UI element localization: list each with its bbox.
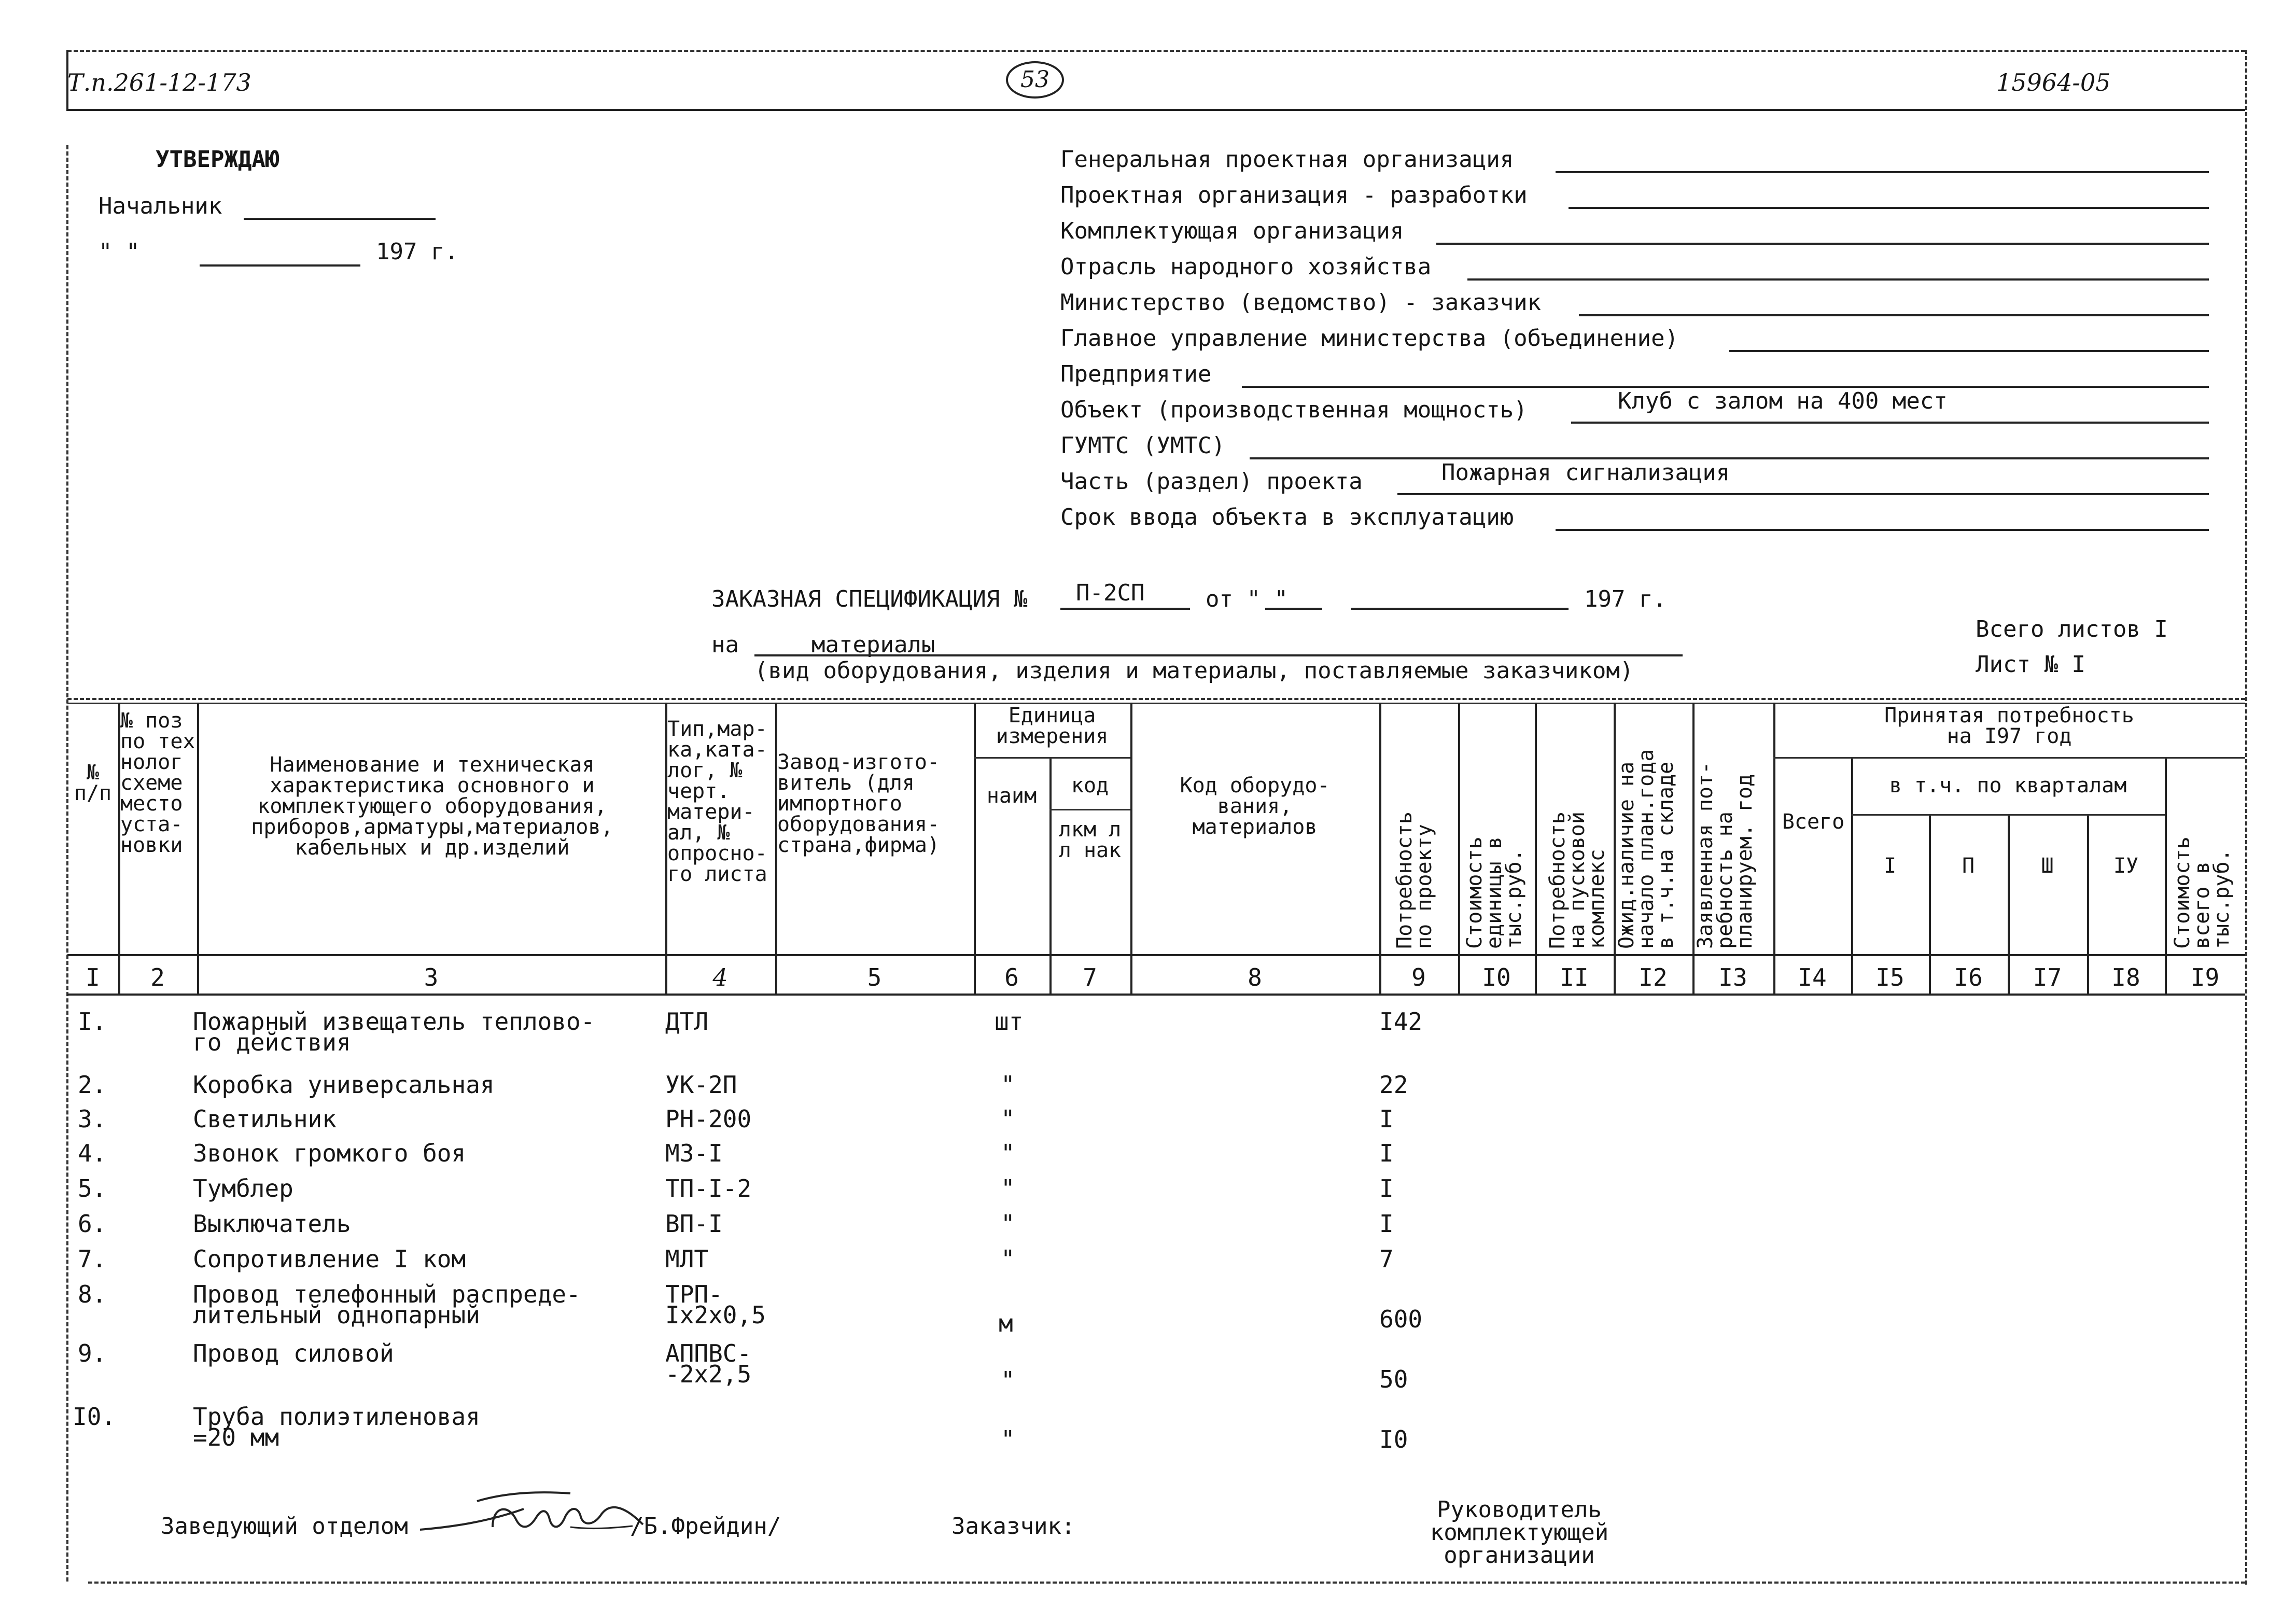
- column-number: 5: [867, 963, 882, 991]
- org-field-label: Главное управление министерства (объединение): [1060, 325, 1679, 352]
- org-field-label: Часть (раздел) проекта: [1060, 468, 1363, 495]
- archive-number: 15964-05: [1996, 68, 2111, 96]
- item-type: ВП-I: [665, 1210, 723, 1238]
- customer-label: Заказчик:: [951, 1513, 1075, 1540]
- org-field-label: Генеральная проектная организация: [1060, 146, 1514, 173]
- column-number: I5: [1875, 963, 1905, 991]
- column-number: I0: [1482, 963, 1511, 991]
- spec-year: 197 г.: [1584, 586, 1667, 612]
- signature-icon: [415, 1480, 653, 1543]
- item-unit: ": [1001, 1245, 1015, 1273]
- item-type: АППВС- -2х2,5: [665, 1339, 752, 1388]
- header-name: Наименование и техническая характеристика основного и комплектующего оборудования, приборов,арматуры,материалов, кабельных и др.изделий: [251, 753, 613, 860]
- item-unit: ": [1001, 1366, 1015, 1394]
- item-quantity: I0: [1379, 1425, 1408, 1453]
- org-field-label: Объект (производственная мощность): [1060, 397, 1528, 423]
- item-name: Тумблер: [193, 1174, 293, 1202]
- header-manufacturer: Завод-изгото- витель (для импортного оборудования- страна,фирма): [777, 750, 940, 857]
- approval-date-quotes: " ": [99, 239, 140, 265]
- item-unit: ": [1001, 1425, 1015, 1453]
- column-number: 4: [712, 963, 728, 991]
- header-q3: Ш: [2041, 854, 2054, 878]
- approval-position: Начальник: [99, 193, 222, 219]
- header-position: № поз по тех нолог схеме место уста- новки: [120, 709, 195, 857]
- header-unit-name: наим: [986, 784, 1037, 808]
- org-field-value-object: Клуб с залом на 400 мест: [1618, 388, 1948, 414]
- row-number: 4.: [78, 1139, 107, 1167]
- spec-on-caption: (вид оборудования, изделия и материалы, поставляемые заказчиком): [754, 657, 1634, 684]
- item-type: РН-200: [665, 1105, 752, 1133]
- item-type: ТП-I-2: [665, 1174, 752, 1202]
- item-name: Коробка универсальная: [193, 1071, 495, 1099]
- header-expected-stock: Ожид.наличие на начало план.года в т.ч.на складе: [1615, 749, 1678, 949]
- spec-on-label: на: [711, 632, 739, 658]
- item-unit: ": [1001, 1174, 1015, 1202]
- header-q1: I: [1883, 854, 1897, 878]
- row-number: 2.: [78, 1071, 107, 1099]
- column-number: 2: [150, 963, 165, 991]
- org-field-value-section: Пожарная сигнализация: [1441, 459, 1730, 486]
- column-number: I6: [1954, 963, 1983, 991]
- sheet-number: Лист № I: [1976, 651, 2085, 678]
- row-number: 5.: [78, 1174, 107, 1202]
- item-unit: м: [999, 1309, 1013, 1337]
- item-unit: шт: [995, 1008, 1024, 1036]
- item-quantity: I: [1379, 1139, 1394, 1167]
- item-name: Провод силовой: [193, 1339, 394, 1367]
- header-q2: П: [1962, 854, 1975, 878]
- column-number: 7: [1083, 963, 1097, 991]
- item-unit: ": [1001, 1071, 1015, 1099]
- column-number: I3: [1718, 963, 1747, 991]
- row-number: 9.: [78, 1339, 107, 1367]
- column-number: 9: [1411, 963, 1426, 991]
- item-quantity: 22: [1379, 1071, 1408, 1099]
- item-type: УК-2П: [665, 1071, 737, 1099]
- item-quantity: I: [1379, 1174, 1394, 1202]
- row-number: 6.: [78, 1210, 107, 1238]
- item-type: ДТЛ: [665, 1008, 709, 1036]
- item-quantity: 600: [1379, 1305, 1423, 1333]
- org-field-label: Комплектующая организация: [1060, 218, 1404, 244]
- org-field-label: Срок ввода объекта в эксплуатацию: [1060, 504, 1514, 530]
- item-unit: ": [1001, 1139, 1015, 1167]
- item-type: МЛТ: [665, 1245, 709, 1273]
- column-number: I4: [1798, 963, 1827, 991]
- column-number: I: [86, 963, 100, 991]
- item-type: ТРП- Iх2х0,5: [665, 1280, 766, 1329]
- header-unit-code: код: [1071, 774, 1109, 797]
- header-row-number: № п/п: [74, 761, 112, 805]
- item-type: МЗ-I: [665, 1139, 723, 1167]
- approval-title: УТВЕРЖДАЮ: [156, 146, 279, 173]
- item-quantity: I42: [1379, 1008, 1423, 1036]
- header-launch-need: Потребность на пусковой комплекс: [1546, 812, 1609, 949]
- item-quantity: 7: [1379, 1245, 1394, 1273]
- org-field-label: Проектная организация - разработки: [1060, 182, 1528, 208]
- item-name: Выключатель: [193, 1210, 351, 1238]
- row-number: I0.: [73, 1403, 116, 1431]
- row-number: 7.: [78, 1245, 107, 1273]
- page-number: 53: [1020, 66, 1049, 93]
- item-quantity: I: [1379, 1105, 1394, 1133]
- column-number: I2: [1639, 963, 1668, 991]
- org-field-label: Отрасль народного хозяйства: [1060, 254, 1432, 280]
- row-number: I.: [78, 1008, 107, 1036]
- head-of-department-label: Заведующий отделом: [161, 1513, 408, 1540]
- row-number: 8.: [78, 1280, 107, 1308]
- column-number: 8: [1248, 963, 1262, 991]
- item-quantity: I: [1379, 1210, 1394, 1238]
- header-quarters: в т.ч. по кварталам: [1889, 774, 2127, 797]
- spec-number: П-2СП: [1076, 580, 1145, 606]
- header-total-cost: Стоимость всего в тыс.руб.: [2171, 836, 2234, 949]
- column-number: 3: [424, 963, 439, 991]
- item-name: Светильник: [193, 1105, 337, 1133]
- column-number: 6: [1004, 963, 1019, 991]
- item-name: Сопротивление I ком: [193, 1245, 466, 1273]
- org-field-label: Предприятие: [1060, 361, 1212, 387]
- header-project-need: Потребность по проекту: [1393, 812, 1436, 949]
- header-accepted-group: Принятая потребность на I97 год: [1884, 704, 2134, 748]
- spec-title: ЗАКАЗНАЯ СПЕЦИФИКАЦИЯ №: [711, 586, 1028, 612]
- total-sheets: Всего листов I: [1976, 616, 2168, 642]
- header-equipment-code: Код оборудо- вания, материалов: [1180, 774, 1330, 839]
- item-unit: ": [1001, 1210, 1015, 1238]
- item-name: Труба полиэтиленовая =20 мм: [193, 1403, 480, 1451]
- head-of-department-name: /Б.Фрейдин/: [630, 1513, 781, 1540]
- header-unit-group: Единица измерения: [996, 704, 1109, 748]
- item-name: Провод телефонный распреде- лительный однопарный: [193, 1280, 581, 1329]
- supplier-head-label: Руководитель комплектующей организации: [1430, 1496, 1609, 1569]
- column-number: I9: [2190, 963, 2220, 991]
- header-unit-code-sub: лкм л л нак: [1058, 818, 1122, 862]
- org-field-label: Министерство (ведомство) - заказчик: [1060, 289, 1542, 316]
- document-reference: Т.п.261-12-173: [67, 68, 251, 96]
- header-unit-cost: Стоимость единицы в тыс.руб.: [1463, 836, 1526, 949]
- item-unit: ": [1001, 1105, 1015, 1133]
- item-name: Пожарный извещатель теплово- го действия: [193, 1008, 595, 1056]
- header-total: Всего: [1782, 810, 1845, 834]
- org-field-label: ГУМТС (УМТС): [1060, 432, 1225, 459]
- item-quantity: 50: [1379, 1365, 1408, 1393]
- item-name: Звонок громкого боя: [193, 1139, 466, 1167]
- column-number: I8: [2111, 963, 2140, 991]
- spec-date-from: от " ": [1206, 586, 1288, 612]
- column-number: II: [1560, 963, 1589, 991]
- row-number: 3.: [78, 1105, 107, 1133]
- column-number: I7: [2033, 963, 2062, 991]
- approval-year: 197 г.: [376, 239, 458, 265]
- header-q4: IУ: [2113, 854, 2139, 878]
- header-type: Тип,мар- ка,ката- лог, № черт. матери- ал, № опросно- го листа: [667, 717, 767, 886]
- header-declared-need: Заявленная пот- ребность на планируем. год: [1693, 761, 1757, 949]
- page-number-circle: [1006, 61, 1064, 99]
- spec-on-value: материалы: [811, 632, 935, 658]
